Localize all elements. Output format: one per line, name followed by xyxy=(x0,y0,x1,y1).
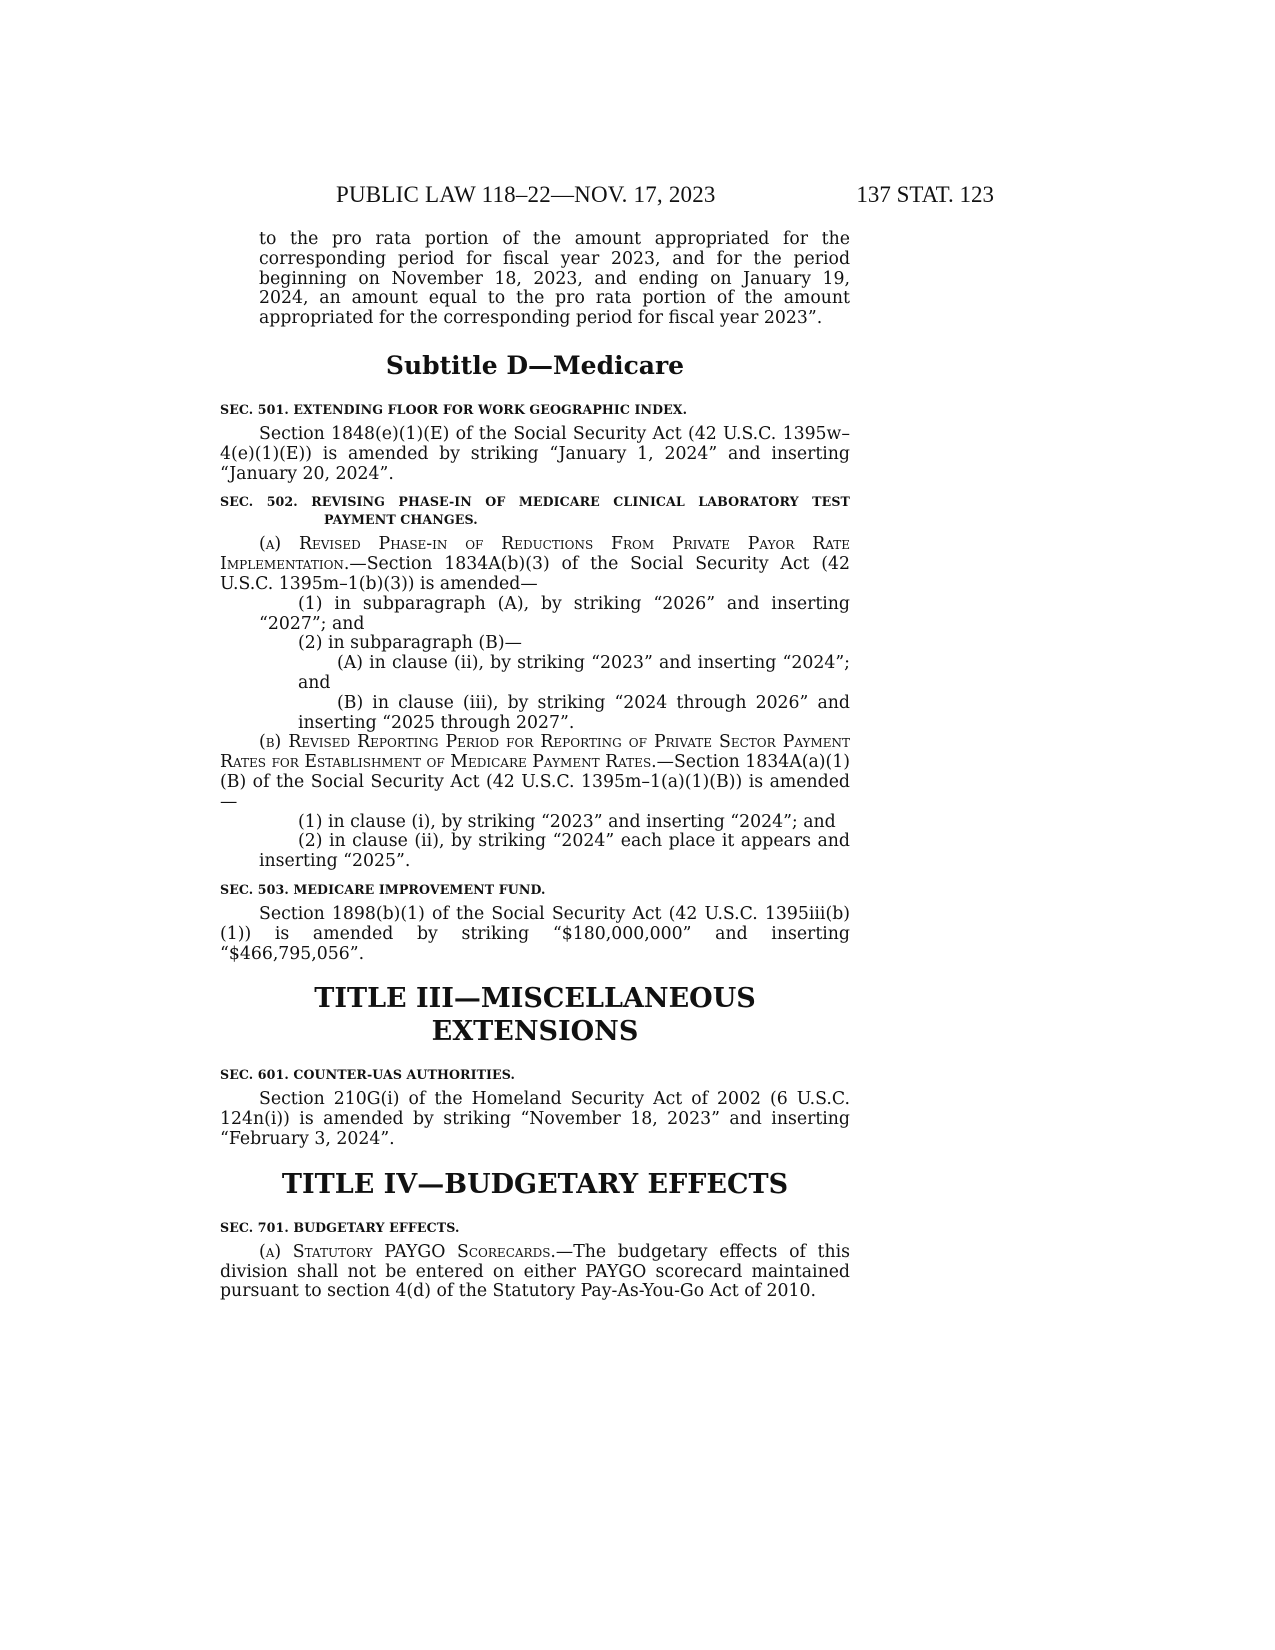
section-heading-503: SEC. 503. MEDICARE IMPROVEMENT FUND. xyxy=(220,881,546,897)
subsection-text: —Section 1834A(a)(1)(B) of the Social Security Act (42 U.S.C. 1395m–1(a)(1)(B)) is amended— xyxy=(220,752,851,812)
title-line: TITLE III—MISCELLANEOUS xyxy=(314,983,756,1015)
subsection-a-502 xyxy=(220,535,850,594)
paragraph-item: (1) in subparagraph (A), by striking “2026” and inserting “2027”; and xyxy=(259,593,850,634)
paragraph-item: (1) in clause (i), by striking “2023” and inserting “2024”; and xyxy=(298,811,836,832)
page-number: 137 STAT. 123 xyxy=(856,182,994,207)
title-iii-heading xyxy=(220,982,850,1048)
title-line: EXTENSIONS xyxy=(431,1016,639,1048)
subsection-caption: (a) Revised Phase-in of Reductions From Private Payor Rate Implementation. xyxy=(220,534,850,575)
subsection-caption: (b) Revised Reporting Period for Reporting of Private Sector Payment Rates for Establishment of Medicare Payment Rates. xyxy=(220,732,850,773)
section-heading-601: SEC. 601. COUNTER-UAS AUTHORITIES. xyxy=(220,1067,515,1083)
continuation-paragraph: to the pro rata portion of the amount appropriated for the corresponding period for fiscal year 2023, and for the period beginning on November 18, 2023, and ending on January 19, 2024, an amount equal to the pro rata portion of the amount appropriated for the corresponding period for fiscal year 2023”. xyxy=(259,229,850,329)
subsection-b-502 xyxy=(220,733,850,812)
paragraph-item: (2) in subparagraph (B)— xyxy=(298,633,522,654)
section-text-501: Section 1848(e)(1)(E) of the Social Security Act (42 U.S.C. 1395w–4(e)(1)(E)) is amended by striking “January 1, 2024” and inserting “January 20, 2024”. xyxy=(220,423,850,484)
running-header: PUBLIC LAW 118–22—NOV. 17, 2023 xyxy=(336,182,716,207)
subsection-text: —Section 1834A(b)(3) of the Social Security Act (42 U.S.C. 1395m–1(b)(3)) is amended— xyxy=(220,554,850,594)
section-heading-701: SEC. 701. BUDGETARY EFFECTS. xyxy=(220,1219,460,1235)
section-heading-502: SEC. 502. REVISING PHASE-IN OF MEDICARE CLINICAL LABORATORY TEST PAYMENT CHANGES. xyxy=(220,494,850,528)
section-text-601: Section 210G(i) of the Homeland Security Act of 2002 (6 U.S.C. 124n(i)) is amended by striking “November 18, 2023” and inserting “February 3, 2024”. xyxy=(220,1089,850,1149)
clause-item: (A) in clause (ii), by striking “2023” and inserting “2024”; and xyxy=(298,653,850,693)
clause-item: (B) in clause (iii), by striking “2024 through 2026” and inserting “2025 through 2027”. xyxy=(298,692,850,733)
subsection-a-701 xyxy=(220,1243,850,1302)
paragraph-item: (2) in clause (ii), by striking “2024” each place it appears and inserting “2025”. xyxy=(259,831,850,872)
subsection-text: —The budgetary effects of this division shall not be entered on either PAYGO scorecard maintained pursuant to section 4(d) of the Statutory Pay-As-You-Go Act of 2010. xyxy=(220,1241,850,1302)
section-heading-501: SEC. 501. EXTENDING FLOOR FOR WORK GEOGRAPHIC INDEX. xyxy=(220,401,688,417)
subsection-caption: (a) Statutory PAYGO Scorecards. xyxy=(259,1241,556,1262)
section-text-503: Section 1898(b)(1) of the Social Security Act (42 U.S.C. 1395iii(b)(1)) is amended by striking “$180,000,000” and inserting “$466,795,056”. xyxy=(220,903,850,964)
subtitle-heading: Subtitle D—Medicare xyxy=(385,350,685,380)
title-iv-heading: TITLE IV—BUDGETARY EFFECTS xyxy=(281,1168,789,1200)
body-text xyxy=(220,230,850,1302)
